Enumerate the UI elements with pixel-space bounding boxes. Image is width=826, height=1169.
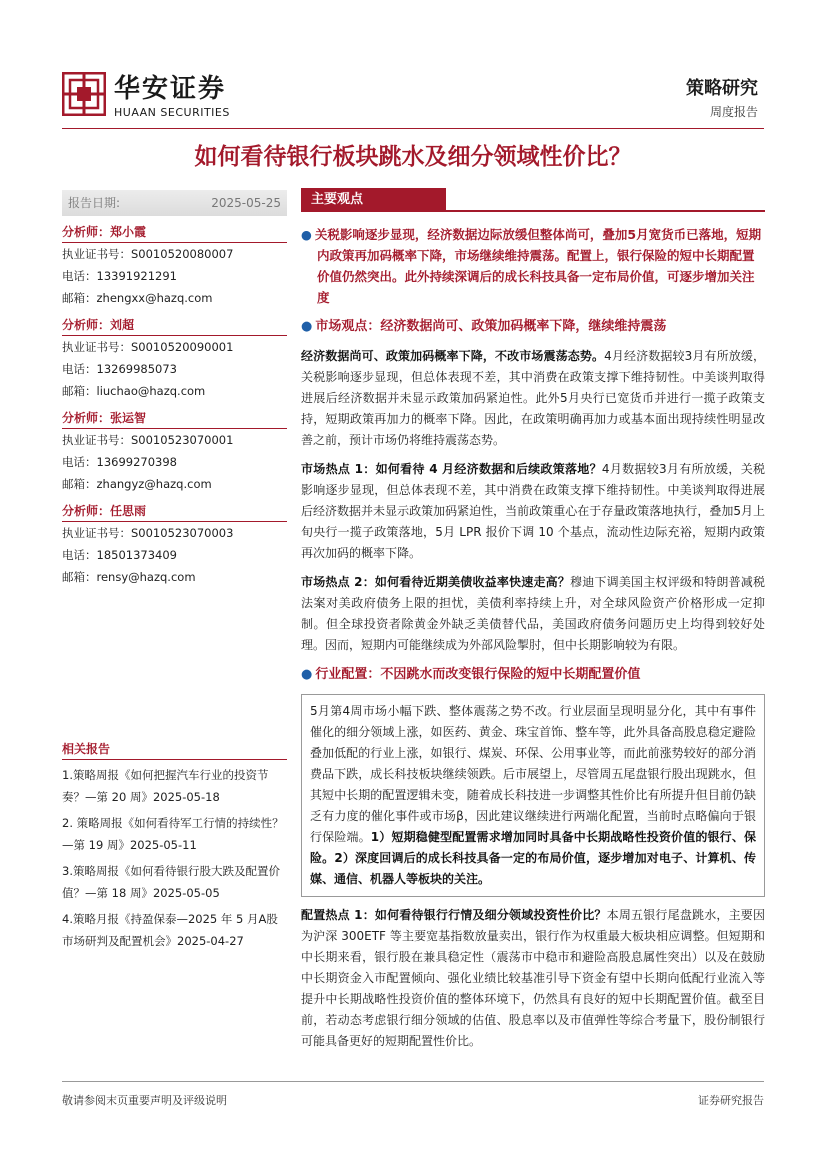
header-divider <box>62 128 764 129</box>
bullet-icon: ● <box>301 319 313 334</box>
analyst-block <box>62 222 287 309</box>
analyst-phone: 电话：18501373409 <box>62 548 177 562</box>
analyst-phone: 电话：13391921291 <box>62 269 177 283</box>
key-summary-text: 关税影响逐步显现，经济数据边际放缓但整体尚可，叠加5月宽货币已落地，短期内政策再加码概率下降，市场继续维持震荡。配置上，银行保险的短中长期配置价值仍然突出。此外持续深调后的成长科技具备一定布局价值，可逐步增加关注度 <box>314 227 762 305</box>
paragraph-body: 4月数据较3月有所放缓，关税影响逐步显现，但总体表现不差，其中消费在政策支撑下维持韧性。中美谈判取得进展后经济数据并未显示政策加码紧迫性，当前政策重心在于存量政策落地执行，叠加5月上旬央行一揽子政策落地，5月 LPR 报价下调 10 个基点，流动性边际充裕，短期内政策再次加码的概率下降。 <box>301 462 765 560</box>
footer-divider <box>62 1081 764 1082</box>
analyst-block <box>62 408 287 495</box>
analyst-name: 分析师：张运智 <box>62 408 287 429</box>
related-reports-title: 相关报告 <box>62 739 287 760</box>
analyst-phone: 电话：13699270398 <box>62 455 177 469</box>
related-reports <box>62 739 287 952</box>
brand-name-en: HUAAN SECURITIES <box>114 106 230 119</box>
footer-disclaimer[interactable]: 敬请参阅末页重要声明及评级说明 <box>62 1094 227 1107</box>
paragraph-lead: 经济数据尚可、政策加码概率下降，不改市场震荡态势。 <box>301 349 605 363</box>
analyst-phone: 电话：13269985073 <box>62 362 177 376</box>
report-date-label: 报告日期: <box>68 196 121 210</box>
analyst-cert: 执业证书号：S0010523070001 <box>62 433 234 447</box>
paragraph-body: 穆迪下调美国主权评级和特朗普减税法案对美政府债务上限的担忧，美债利率持续上升，对全球风险资产价格形成一定抑制。但全球投资者除黄金外缺乏美债替代品，美国政府债务问题历史上均得到较好处理。因而，短期内可能继续成为外部风险掣肘，但中长期影响较为有限。 <box>301 575 765 652</box>
analyst-block <box>62 315 287 402</box>
report-title: 如何看待银行板块跳水及细分领域性价比？ <box>194 143 632 170</box>
paragraph-lead: 配置热点 1：如何看待银行行情及细分领域投资性价比？ <box>301 908 607 922</box>
paragraph-body: 5月第4周市场小幅下跌、整体震荡之势不改。行业层面呈现明显分化，其中有事件催化的细分领域上涨，如医药、黄金、珠宝首饰、整车等，此外具备高股息稳定避险叠加低配的行业上涨，如银行、煤炭、环保、公用事业等，而此前涨势较好的部分消费品下跌，成长科技板块继续领跌。后市展望上，尽管周五尾盘银行股出现跳水，但其短中长期的配置逻辑未变，随着成长科技进一步调整其性价比有所提升但目前仍缺乏有力度的催化事件或市场β，因此建议继续进行两端化配置，当前时点略偏向于银行保险端。 <box>310 704 756 844</box>
analyst-block <box>62 501 287 588</box>
subheading-text: 市场观点：经济数据尚可、政策加码概率下降，继续维持震荡 <box>315 319 667 334</box>
analyst-email[interactable]: 邮箱：zhengxx@hazq.com <box>62 291 213 305</box>
report-type: 策略研究 <box>686 78 758 99</box>
paragraph <box>301 905 765 1052</box>
analyst-cert: 执业证书号：S0010520090001 <box>62 340 234 354</box>
analyst-name: 分析师：刘超 <box>62 315 287 336</box>
paragraph <box>301 346 765 451</box>
section-title-bar: 主要观点 <box>301 188 446 212</box>
analyst-email[interactable]: 邮箱：liuchao@hazq.com <box>62 384 206 398</box>
analyst-email[interactable]: 邮箱：rensy@hazq.com <box>62 570 196 584</box>
analyst-name: 分析师：郑小霞 <box>62 222 287 243</box>
main-content <box>301 188 765 1052</box>
paragraph-highlight: 1）短期稳健型配置需求增加同时具备中长期战略性投资价值的银行、保险。2）深度回调后的成长科技具备一定的布局价值，逐步增加对电子、计算机、传媒、通信、机器人等板块的关注。 <box>310 830 756 886</box>
paragraph-body: 本周五银行尾盘跳水，主要因为沪深 300ETF 等主要宽基指数放量卖出，银行作为权重最大板块相应调整。但短期和中长期来看，银行股在兼具稳定性（震荡市中稳市和避险高股息属性突出）以及在鼓励中长期资金入市配置倾向、强化业绩比较基准引导下资金有望中长期向低配行业流入等提升中长期战略性投资价值的整体环境下，仍然具有良好的短中长期配置价值。截至目前，若动态考虑银行细分领域的估值、股息率以及市值弹性等综合考量下，股份制银行可能具备更好的短期配置性价比。 <box>301 908 765 1048</box>
analyst-cert: 执业证书号：S0010520080007 <box>62 247 234 261</box>
sidebar <box>62 190 287 588</box>
related-report-item[interactable]: 3.策略周报《如何看待银行股大跌及配置价值？—第 18 周》2025-05-05 <box>62 864 280 900</box>
report-date-bar <box>62 190 287 216</box>
paragraph <box>301 572 765 656</box>
paragraph-lead: 市场热点 1：如何看待 4 月经济数据和后续政策落地？ <box>301 462 602 476</box>
bullet-icon: ● <box>301 667 313 682</box>
report-date-value: 2025-05-25 <box>211 196 281 210</box>
related-report-item[interactable]: 4.策略月报《持盈保泰—2025 年 5 月A股市场研判及配置机会》2025-04-27 <box>62 912 278 948</box>
analyst-name: 分析师：任思雨 <box>62 501 287 522</box>
key-summary <box>301 224 765 308</box>
huaan-logo-icon <box>62 72 106 116</box>
analyst-email[interactable]: 邮箱：zhangyz@hazq.com <box>62 477 212 491</box>
related-report-item[interactable]: 2. 策略周报《如何看待军工行情的持续性？—第 19 周》2025-05-11 <box>62 816 284 852</box>
paragraph-lead: 市场热点 2：如何看待近期美债收益率快速走高？ <box>301 575 571 589</box>
subheading-market-view <box>301 316 765 338</box>
analyst-cert: 执业证书号：S0010523070003 <box>62 526 234 540</box>
paragraph <box>301 459 765 564</box>
related-report-item[interactable]: 1.策略周报《如何把握汽车行业的投资节奏？—第 20 周》2025-05-18 <box>62 768 269 804</box>
subheading-text: 行业配置：不因跳水而改变银行保险的短中长期配置价值 <box>315 667 641 682</box>
subheading-industry-allocation <box>301 664 765 686</box>
bullet-icon: ● <box>301 227 312 242</box>
paragraph-body: 4月经济数据较3月有所放缓，关税影响逐步显现，但总体表现不差，其中消费在政策支撑下维持韧性。中美谈判取得进展后经济数据并未显示政策加码紧迫性。此外5月央行已宽货币并进行一揽子政策支持，短期政策再加力的概率下降。因此，在政策明确再加力或基本面出现持续性明显改善之前，预计市场仍将维持震荡态势。 <box>301 349 765 447</box>
boxed-paragraph <box>301 694 765 897</box>
report-subtype: 周度报告 <box>709 105 758 119</box>
brand-name-cn: 华安证券 <box>114 74 227 104</box>
footer-label: 证券研究报告 <box>698 1094 764 1107</box>
